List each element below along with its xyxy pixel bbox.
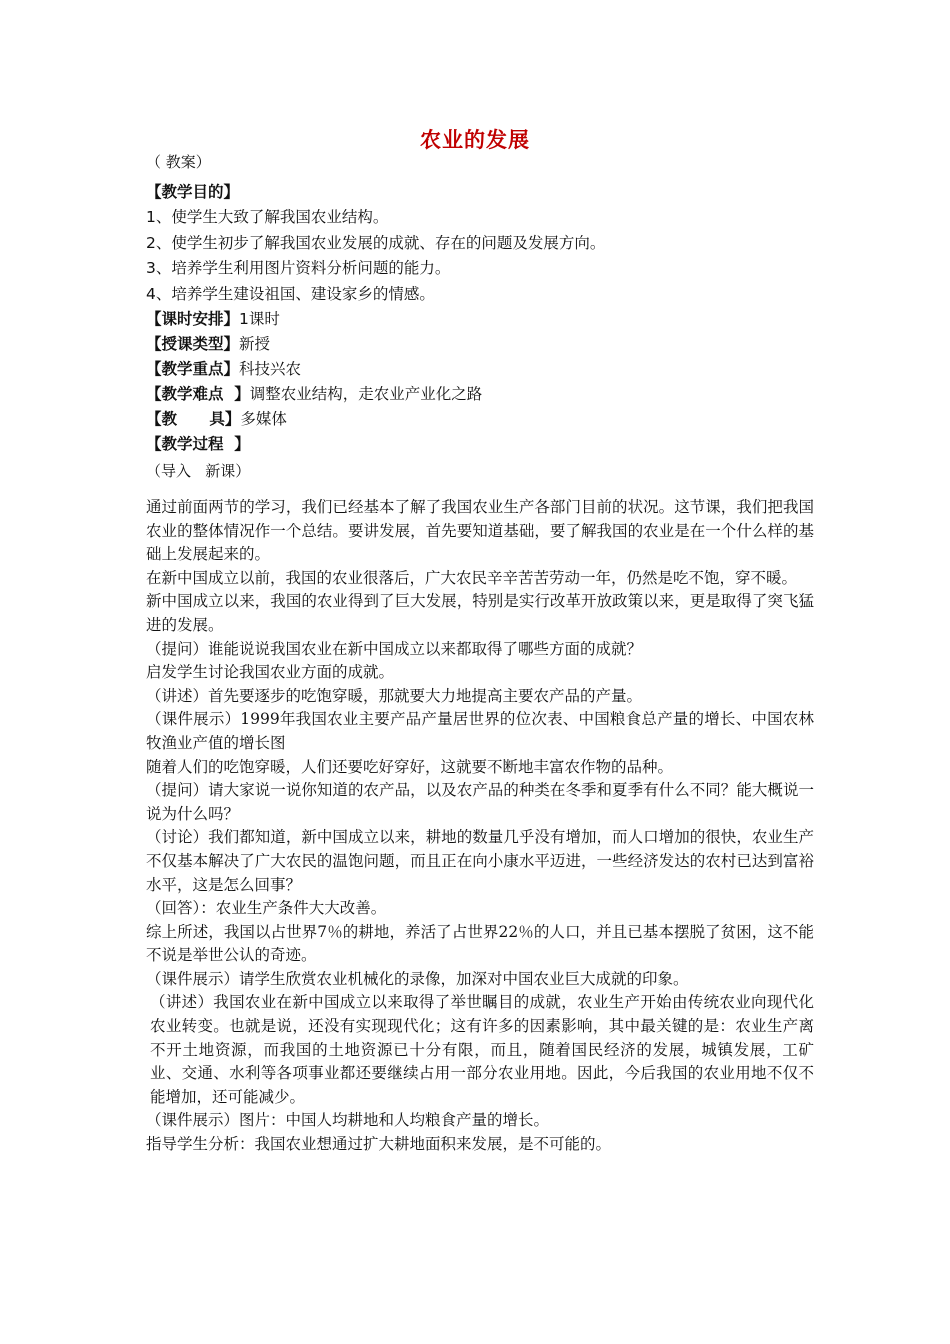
paragraph: （课件展示）1999年我国农业主要产品产量居世界的位次表、中国粮食总产量的增长、中国农林牧渔业产值的增长图 xyxy=(146,710,814,752)
paragraph: （提问）谁能说说我国农业在新中国成立以来都取得了哪些方面的成就？ xyxy=(146,639,643,658)
field-lesson-type: 【授课类型】新授 xyxy=(146,335,271,353)
paragraph: 启发学生讨论我国农业方面的成就。 xyxy=(146,663,395,682)
intro-label: （导入 新课） xyxy=(146,462,251,480)
document-subtitle: （ 教案） xyxy=(146,153,211,171)
objective-item: 3、培养学生利用图片资料分析问题的能力。 xyxy=(146,259,451,277)
paragraph: （课件展示）图片：中国人均耕地和人均粮食产量的增长。 xyxy=(146,1111,550,1130)
field-teaching-aids: 【教 具】多媒体 xyxy=(146,410,287,428)
objective-item: 2、使学生初步了解我国农业发展的成就、存在的问题及发展方向。 xyxy=(146,234,606,252)
objectives-heading: 【教学目的】 xyxy=(146,183,240,201)
objective-item: 1、使学生大致了解我国农业结构。 xyxy=(146,208,389,226)
paragraph: 通过前面两节的学习，我们已经基本了解了我国农业生产各部门目前的状况。这节课，我们把我国农业的整体情况作一个总结。要讲发展，首先要知道基础，要了解我国的农业是在一个什么样的基础上发展起来的。 xyxy=(146,498,814,564)
paragraph: 在新中国成立以前，我国的农业很落后，广大农民辛辛苦苦劳动一年，仍然是吃不饱，穿不暖。 xyxy=(146,568,798,587)
field-key-point: 【教学重点】科技兴农 xyxy=(146,360,302,378)
paragraph: （讲述）我国农业在新中国成立以来取得了举世瞩目的成就，农业生产开始由传统农业向现代化农业转变。也就是说，还没有实现现代化；这有许多的因素影响，其中最关键的是：农业生产离不开土地资源，而我国的土地资源已十分有限，而且，随着国民经济的发展，城镇发展，工矿业、交通、水利等各项事业都还要继续占用一部分农业用地。因此，今后我国的农业用地不仅不能增加，还可能减少。 xyxy=(150,993,814,1106)
field-class-hours: 【课时安排】1课时 xyxy=(146,310,280,328)
document-title: 农业的发展 xyxy=(420,128,530,152)
paragraph: （讨论）我们都知道，新中国成立以来，耕地的数量几乎没有增加，而人口增加的很快，农业生产不仅基本解决了广大农民的温饱问题，而且正在向小康水平迈进，一些经济发达的农村已达到富裕水平，这是怎么回事？ xyxy=(146,828,814,894)
paragraph: （课件展示）请学生欣赏农业机械化的录像，加深对中国农业巨大成就的印象。 xyxy=(146,969,689,988)
paragraph: 综上所述，我国以占世界7％的耕地，养活了占世界22％的人口，并且已基本摆脱了贫困，这不能不说是举世公认的奇迹。 xyxy=(146,922,814,965)
field-process: 【教学过程 】 xyxy=(146,435,250,453)
paragraph: （提问）请大家说一说你知道的农产品，以及农产品的种类在冬季和夏季有什么不同？能大概说一说为什么吗？ xyxy=(146,781,814,823)
lesson-body xyxy=(146,496,814,1157)
paragraph: 指导学生分析：我国农业想通过扩大耕地面积来发展，是不可能的。 xyxy=(146,1135,612,1154)
paragraph: （回答）：农业生产条件大大改善。 xyxy=(146,899,387,918)
paragraph: 随着人们的吃饱穿暖，人们还要吃好穿好，这就要不断地丰富农作物的品种。 xyxy=(146,757,674,776)
objective-item: 4、培养学生建设祖国、建设家乡的情感。 xyxy=(146,285,435,303)
paragraph: 新中国成立以来，我国的农业得到了巨大发展，特别是实行改革开放政策以来，更是取得了突飞猛进的发展。 xyxy=(146,592,814,634)
field-difficulty: 【教学难点 】调整农业结构，走农业产业化之路 xyxy=(146,385,483,403)
paragraph: （讲述）首先要逐步的吃饱穿暖，那就要大力地提高主要农产品的产量。 xyxy=(146,686,643,705)
